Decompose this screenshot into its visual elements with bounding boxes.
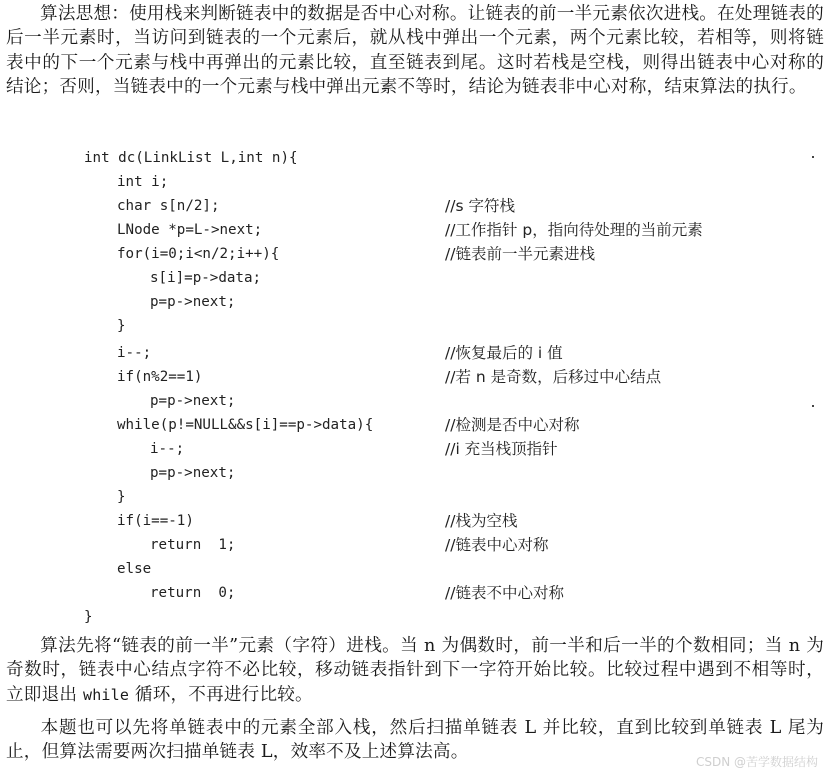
code-line: return 0; <box>150 585 236 601</box>
code-line: return 1; <box>150 537 236 553</box>
code-line: i--; <box>117 345 152 361</box>
intro-paragraph <box>6 2 824 100</box>
code-comment: //工作指针 p，指向待处理的当前元素 <box>445 221 703 239</box>
scan-mark <box>812 156 814 158</box>
explanation-text: 本题也可以先将单链表中的元素全部入栈，然后扫描单链表 L 并比较，直到比较到单链表 L 尾为止，但算法需要两次扫描单链表 L，效率不及上述算法高。 <box>6 718 824 763</box>
code-line: } <box>117 318 126 334</box>
code-line: LNode *p=L->next; <box>117 222 263 238</box>
code-comment: //栈为空栈 <box>445 512 518 530</box>
code-comment: //链表不中心对称 <box>445 584 564 602</box>
code-line: p=p->next; <box>150 465 236 481</box>
code-comment: //检测是否中心对称 <box>445 416 580 434</box>
code-line: int i; <box>117 174 169 190</box>
intro-label: 算法思想 <box>40 4 112 24</box>
code-line: p=p->next; <box>150 393 236 409</box>
code-line: } <box>84 609 93 625</box>
code-line: p=p->next; <box>150 294 236 310</box>
code-line: int dc(LinkList L,int n){ <box>84 150 298 166</box>
keyword-while: while <box>82 685 130 704</box>
code-block <box>0 146 830 624</box>
code-line: for(i=0;i<n/2;i++){ <box>117 246 280 262</box>
explanation-paragraph-1 <box>6 634 824 707</box>
explanation-text: 算法先将“链表的前一半”元素（字符）进栈。当 n 为偶数时，前一半和后一半的个数相同；当 n 为奇数时，链表中心结点字符不必比较，移动链表指针到下一字符开始比较。比较过程中遇到不相等时，立即退出 <box>6 636 824 705</box>
code-line: i--; <box>150 441 185 457</box>
explanation-text: 循环，不再进行比较。 <box>129 684 313 705</box>
code-line: if(i==-1) <box>117 513 194 529</box>
code-line: if(n%2==1) <box>117 369 203 385</box>
code-line: s[i]=p->data; <box>150 270 262 286</box>
intro-text: ：使用栈来判断链表中的数据是否中心对称。让链表的前一半元素依次进栈。在处理链表的后一半元素时，当访问到链表的一个元素后，就从栈中弹出一个元素，两个元素比较，若相等，则将链表中的下一个元素与栈中再弹出的元素比较，直至链表到尾。这时若栈是空栈，则得出链表中心对称的结论；否则，当链表中的一个元素与栈中弹出元素不等时，结论为链表非中心对称，结束算法的执行。 <box>6 4 824 98</box>
code-comment: //i 充当栈顶指针 <box>445 440 558 458</box>
code-comment: //恢复最后的 i 值 <box>445 344 563 362</box>
code-comment: //链表中心对称 <box>445 536 549 554</box>
code-comment: //若 n 是奇数，后移过中心结点 <box>445 368 662 386</box>
code-line: char s[n/2]; <box>117 198 220 214</box>
code-line: else <box>117 561 152 577</box>
watermark: CSDN @苦学数据结构 <box>695 755 818 769</box>
code-comment: //s 字符栈 <box>445 197 515 215</box>
code-line: } <box>117 489 126 505</box>
code-line: while(p!=NULL&&s[i]==p->data){ <box>117 417 374 433</box>
scan-mark <box>812 405 814 407</box>
code-comment: //链表前一半元素进栈 <box>445 245 595 263</box>
